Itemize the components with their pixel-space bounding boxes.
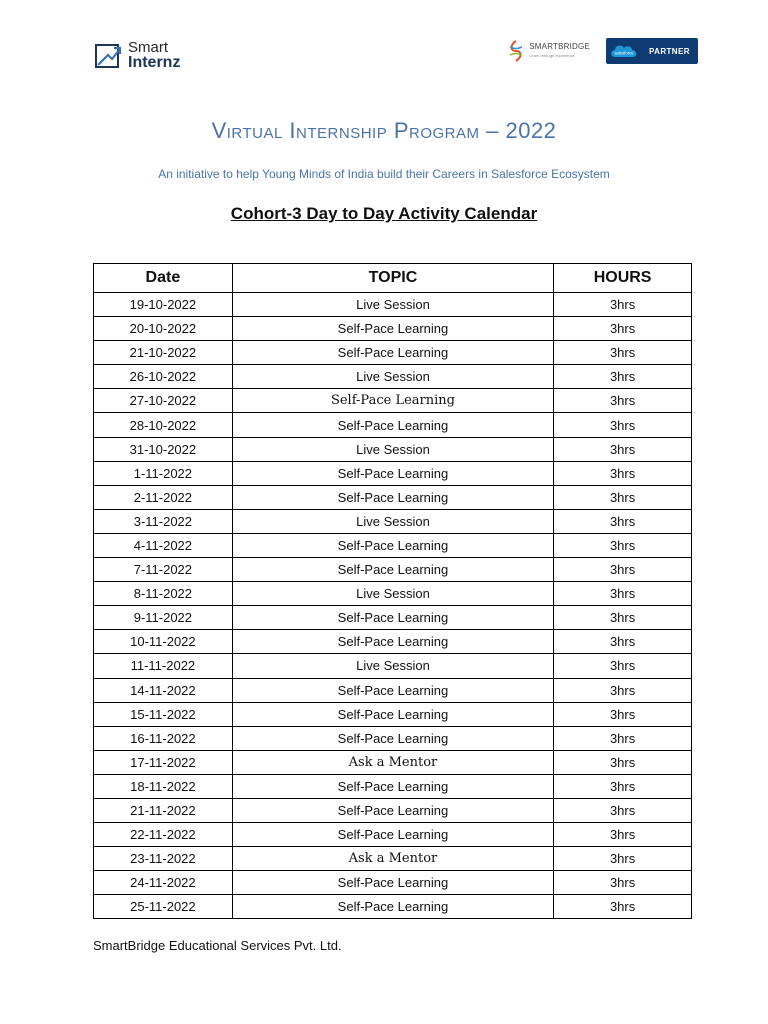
salesforce-cloud-icon xyxy=(609,42,639,60)
table-row xyxy=(94,774,692,798)
topic-cell: Live Session xyxy=(232,437,553,461)
smartbridge-tagline: Learn through experience xyxy=(529,53,575,58)
date-cell: 22-11-2022 xyxy=(94,823,233,847)
topic-cell: Self-Pace Learning xyxy=(232,485,553,509)
topic-cell: Self-Pace Learning xyxy=(232,413,553,437)
date-cell: 16-11-2022 xyxy=(94,726,233,750)
date-cell: 14-11-2022 xyxy=(94,678,233,702)
hours-cell: 3hrs xyxy=(554,871,692,895)
date-cell: 18-11-2022 xyxy=(94,774,233,798)
date-cell: 26-10-2022 xyxy=(94,365,233,389)
topic-cell: Live Session xyxy=(232,509,553,533)
topic-cell: Live Session xyxy=(232,582,553,606)
topic-cell: Self-Pace Learning xyxy=(232,726,553,750)
topic-cell: Self-Pace Learning xyxy=(232,606,553,630)
date-cell: 24-11-2022 xyxy=(94,871,233,895)
table-row xyxy=(94,389,692,413)
hours-cell: 3hrs xyxy=(554,437,692,461)
smartbridge-logo xyxy=(506,39,590,63)
hours-cell: 3hrs xyxy=(554,774,692,798)
page-subtitle: An initiative to help Young Minds of India build their Careers in Salesforce Ecosystem xyxy=(158,167,610,181)
date-cell: 3-11-2022 xyxy=(94,509,233,533)
topic-cell: Self-Pace Learning xyxy=(232,871,553,895)
date-cell: 9-11-2022 xyxy=(94,606,233,630)
table-row xyxy=(94,726,692,750)
logo-line-smart: Smart xyxy=(128,39,169,56)
salesforce-cloud-text: salesforce xyxy=(614,50,634,56)
table-row xyxy=(94,533,692,557)
partner-logos xyxy=(506,38,698,64)
hours-cell: 3hrs xyxy=(554,365,692,389)
date-cell: 21-10-2022 xyxy=(94,341,233,365)
logo-line-internz: Internz xyxy=(128,54,181,71)
hours-cell: 3hrs xyxy=(554,461,692,485)
topic-cell: Self-Pace Learning xyxy=(232,678,553,702)
date-cell: 8-11-2022 xyxy=(94,582,233,606)
topic-cell: Self-Pace Learning xyxy=(232,630,553,654)
hours-cell: 3hrs xyxy=(554,798,692,822)
table-row xyxy=(94,558,692,582)
smart-internz-logo-icon xyxy=(94,41,122,69)
table-row xyxy=(94,895,692,919)
hours-cell: 3hrs xyxy=(554,558,692,582)
hours-cell: 3hrs xyxy=(554,654,692,678)
table-row xyxy=(94,293,692,317)
date-cell: 11-11-2022 xyxy=(94,654,233,678)
date-cell: 31-10-2022 xyxy=(94,437,233,461)
topic-cell: Self-Pace Learning xyxy=(232,317,553,341)
hours-cell: 3hrs xyxy=(554,823,692,847)
table-row xyxy=(94,365,692,389)
date-cell: 27-10-2022 xyxy=(94,389,233,413)
date-cell: 28-10-2022 xyxy=(94,413,233,437)
hours-cell: 3hrs xyxy=(554,847,692,871)
table-row xyxy=(94,509,692,533)
hours-cell: 3hrs xyxy=(554,341,692,365)
topic-cell: Self-Pace Learning xyxy=(232,895,553,919)
date-cell: 23-11-2022 xyxy=(94,847,233,871)
page-header xyxy=(0,0,768,100)
table-row xyxy=(94,461,692,485)
table-row xyxy=(94,630,692,654)
date-cell: 19-10-2022 xyxy=(94,293,233,317)
table-row xyxy=(94,582,692,606)
date-cell: 25-11-2022 xyxy=(94,895,233,919)
topic-cell: Self-Pace Learning xyxy=(232,798,553,822)
date-cell: 10-11-2022 xyxy=(94,630,233,654)
date-cell: 20-10-2022 xyxy=(94,317,233,341)
table-row xyxy=(94,750,692,774)
topic-cell: Live Session xyxy=(232,365,553,389)
date-cell: 21-11-2022 xyxy=(94,798,233,822)
hours-cell: 3hrs xyxy=(554,582,692,606)
hours-cell: 3hrs xyxy=(554,317,692,341)
hours-cell: 3hrs xyxy=(554,630,692,654)
date-cell: 15-11-2022 xyxy=(94,702,233,726)
topic-cell: Self-Pace Learning xyxy=(232,774,553,798)
hours-cell: 3hrs xyxy=(554,293,692,317)
column-header-hours: HOURS xyxy=(554,264,692,293)
topic-cell: Self-Pace Learning xyxy=(232,823,553,847)
table-row xyxy=(94,437,692,461)
salesforce-partner-badge xyxy=(606,38,698,64)
calendar-heading: Cohort-3 Day to Day Activity Calendar xyxy=(230,204,538,223)
date-cell: 2-11-2022 xyxy=(94,485,233,509)
table-row xyxy=(94,654,692,678)
hours-cell: 3hrs xyxy=(554,485,692,509)
hours-cell: 3hrs xyxy=(554,750,692,774)
topic-cell: Live Session xyxy=(232,293,553,317)
date-cell: 1-11-2022 xyxy=(94,461,233,485)
date-cell: 17-11-2022 xyxy=(94,750,233,774)
topic-cell: Ask a Mentor xyxy=(232,750,553,774)
table-row xyxy=(94,702,692,726)
column-header-date: Date xyxy=(94,264,233,293)
smartbridge-swirl-icon xyxy=(506,39,526,63)
hours-cell: 3hrs xyxy=(554,509,692,533)
hours-cell: 3hrs xyxy=(554,533,692,557)
topic-cell: Self-Pace Learning xyxy=(232,533,553,557)
date-cell: 7-11-2022 xyxy=(94,558,233,582)
column-header-topic: TOPIC xyxy=(232,264,553,293)
hours-cell: 3hrs xyxy=(554,702,692,726)
table-row xyxy=(94,871,692,895)
table-row xyxy=(94,847,692,871)
date-cell: 4-11-2022 xyxy=(94,533,233,557)
topic-cell: Self-Pace Learning xyxy=(232,558,553,582)
table-row xyxy=(94,678,692,702)
topic-cell: Self-Pace Learning xyxy=(232,341,553,365)
table-row xyxy=(94,485,692,509)
topic-cell: Self-Pace Learning xyxy=(232,461,553,485)
page-title: Virtual Internship Program – 2022 xyxy=(211,118,557,143)
topic-cell: Live Session xyxy=(232,654,553,678)
table-row xyxy=(94,798,692,822)
activity-calendar-table xyxy=(93,263,692,919)
table-header-row xyxy=(94,264,692,293)
footer-company-name: SmartBridge Educational Services Pvt. Ltd. xyxy=(93,938,342,953)
partner-label: PARTNER xyxy=(649,46,690,56)
topic-cell: Self-Pace Learning xyxy=(232,702,553,726)
topic-cell: Ask a Mentor xyxy=(232,847,553,871)
hours-cell: 3hrs xyxy=(554,895,692,919)
hours-cell: 3hrs xyxy=(554,678,692,702)
smartbridge-wordmark: SMARTBRIDGE xyxy=(529,42,590,51)
table-body xyxy=(94,293,692,919)
table-row xyxy=(94,341,692,365)
hours-cell: 3hrs xyxy=(554,606,692,630)
table-row xyxy=(94,823,692,847)
hours-cell: 3hrs xyxy=(554,389,692,413)
table-row xyxy=(94,413,692,437)
hours-cell: 3hrs xyxy=(554,413,692,437)
hours-cell: 3hrs xyxy=(554,726,692,750)
topic-cell: Self-Pace Learning xyxy=(232,389,553,413)
table-row xyxy=(94,606,692,630)
smart-internz-logo xyxy=(94,40,180,70)
table-row xyxy=(94,317,692,341)
